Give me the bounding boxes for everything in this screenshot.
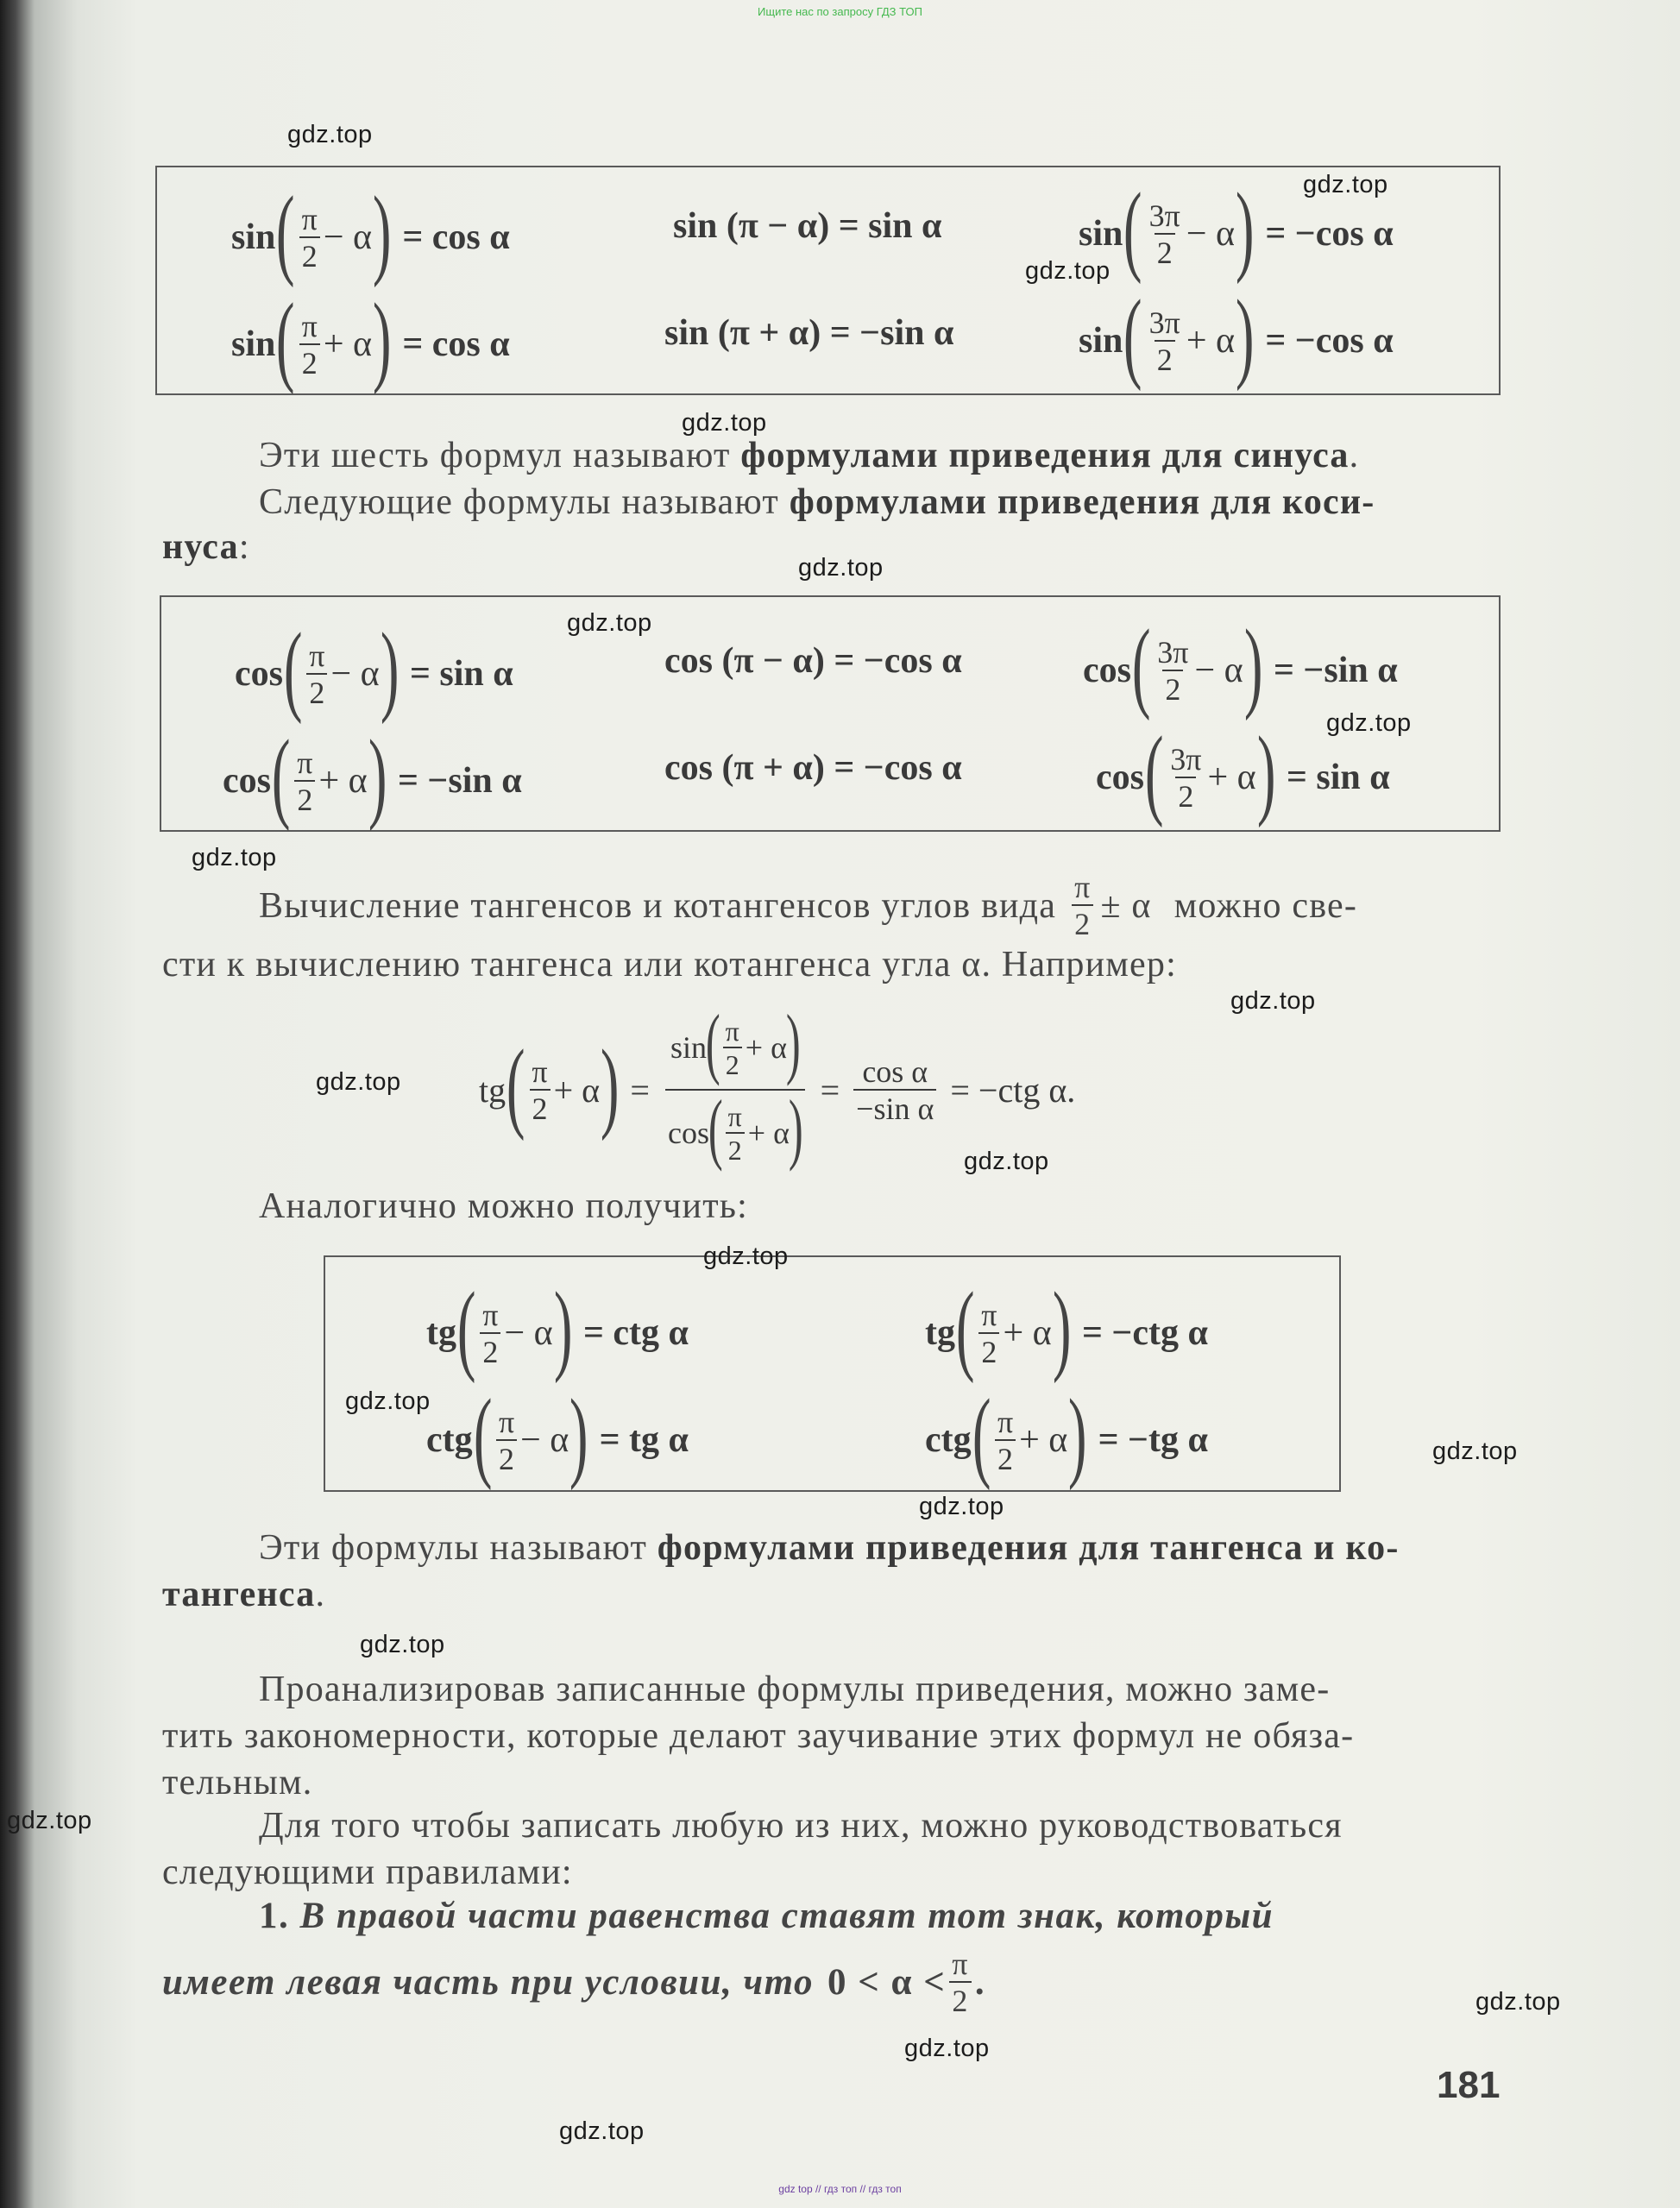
watermark: gdz.top xyxy=(1230,987,1316,1015)
sine-formula-r2c3: sin ( $\frac{3\pi}{2}$ + α ) = −cos α xyxy=(1079,279,1394,392)
sine-formula-r1c3: sin ( $\frac{3\pi}{2}$ − α ) = −cos α xyxy=(1079,172,1394,285)
paragraph-tan-intro-line1: Вычисление тангенсов и котангенсов углов вида $\frac{\pi}{2}$ ± α можно све- xyxy=(259,870,1358,941)
paragraph-rules-line2: следующими правилами: xyxy=(162,1853,573,1892)
sine-formula-r2c1: sin ( $\frac{\pi}{2}$ + α ) = cos α xyxy=(231,282,510,395)
tan-formula-r1c1: tg ( $\frac{\pi}{2}$ − α ) = ctg α xyxy=(426,1271,689,1384)
paragraph-analyze-line2: тить закономерности, которые делают заучивание этих формул не обяза- xyxy=(162,1716,1355,1756)
paragraph-tan-formulas-line2: тангенса. xyxy=(162,1575,326,1614)
watermark: gdz.top xyxy=(1303,171,1388,198)
sine-formula-r1c1: sin ( $\frac{\pi}{2}$ − α ) = cos α xyxy=(231,175,510,288)
tan-formula-r1c2: tg ( $\frac{\pi}{2}$ + α ) = −ctg α xyxy=(925,1271,1208,1384)
watermark: gdz.top xyxy=(964,1148,1049,1175)
cos-formula-r2c2: cos (π + α) = −cos α xyxy=(664,748,962,788)
watermark: gdz.top xyxy=(904,2035,990,2062)
ctg-formula-r2c2: ctg ( $\frac{\pi}{2}$ + α ) = −tg α xyxy=(925,1378,1208,1491)
paragraph-tan-intro-line2: сти к вычислению тангенса или котангенса угла α. Например: xyxy=(162,945,1177,984)
cos-formula-r1c2: cos (π − α) = −cos α xyxy=(664,641,962,681)
watermark: gdz.top xyxy=(1432,1437,1518,1465)
rule-1-line1: 1. В правой части равенства ставят тот знак, который xyxy=(259,1896,1274,1936)
cos-formula-r1c1: cos ( $\frac{\pi}{2}$ − α ) = sin α xyxy=(235,612,513,725)
example-equation: tg ( $\frac{\pi}{2}$ + α ) = sin ( $\frac{\pi}{2}$ + α ) cos ( $\frac{\pi}{2}$ + α ) = $\frac{\text{cos α}}{\text{−sin α}}$ = −ctg α. xyxy=(479,998,1076,1172)
watermark: gdz.top xyxy=(287,121,373,148)
paragraph-analyze-line3: тельным. xyxy=(162,1763,313,1802)
paragraph-tan-formulas-line1: Эти формулы называют формулами приведения для тангенса и ко- xyxy=(259,1528,1400,1568)
watermark: gdz.top xyxy=(192,844,277,871)
watermark: gdz.top xyxy=(703,1242,789,1270)
watermark: gdz.top xyxy=(316,1068,401,1096)
paragraph-cos-intro-line2: нуса: xyxy=(162,527,250,567)
watermark: gdz.top xyxy=(1326,709,1412,737)
cos-formula-r2c1: cos ( $\frac{\pi}{2}$ + α ) = −sin α xyxy=(223,719,522,832)
cos-formula-r1c3: cos ( $\frac{3\pi}{2}$ − α ) = −sin α xyxy=(1083,608,1398,721)
sine-formula-r2c2: sin (π + α) = −sin α xyxy=(664,313,954,353)
watermark: gdz.top xyxy=(682,409,767,437)
watermark: gdz.top xyxy=(798,554,884,582)
watermark: gdz.top xyxy=(7,1807,92,1834)
cos-formula-r2c3: cos ( $\frac{3\pi}{2}$ + α ) = sin α xyxy=(1096,715,1390,828)
rule-1-line2: имеет левая часть при условии, что 0 < α < $\frac{\pi}{2}$ . xyxy=(162,1947,986,2018)
watermark: gdz.top xyxy=(567,609,652,637)
bottom-banner[interactable]: gdz top // гдз топ // гдз топ xyxy=(778,2183,902,2195)
page-number: 181 xyxy=(1437,2064,1501,2106)
watermark: gdz.top xyxy=(345,1387,431,1415)
watermark: gdz.top xyxy=(360,1631,445,1658)
paragraph-rules-line1: Для того чтобы записать любую из них, можно руководствоваться xyxy=(259,1806,1343,1846)
watermark: gdz.top xyxy=(1025,257,1111,285)
watermark: gdz.top xyxy=(1476,1988,1561,2016)
paragraph-sine-formulas: Эти шесть формул называют формулами приведения для синуса. xyxy=(259,436,1360,475)
ctg-formula-r2c1: ctg ( $\frac{\pi}{2}$ − α ) = tg α xyxy=(426,1378,689,1491)
watermark: gdz.top xyxy=(919,1493,1004,1520)
paragraph-cos-intro-line1: Следующие формулы называют формулами приведения для коси- xyxy=(259,482,1375,522)
sine-formula-r1c2: sin (π − α) = sin α xyxy=(673,206,942,246)
paragraph-analyze-line1: Проанализировав записанные формулы приведения, можно заме- xyxy=(259,1670,1331,1709)
top-banner[interactable]: Ищите нас по запросу ГДЗ ТОП xyxy=(758,5,922,18)
watermark: gdz.top xyxy=(559,2117,645,2145)
paragraph-analog: Аналогично можно получить: xyxy=(259,1186,748,1226)
